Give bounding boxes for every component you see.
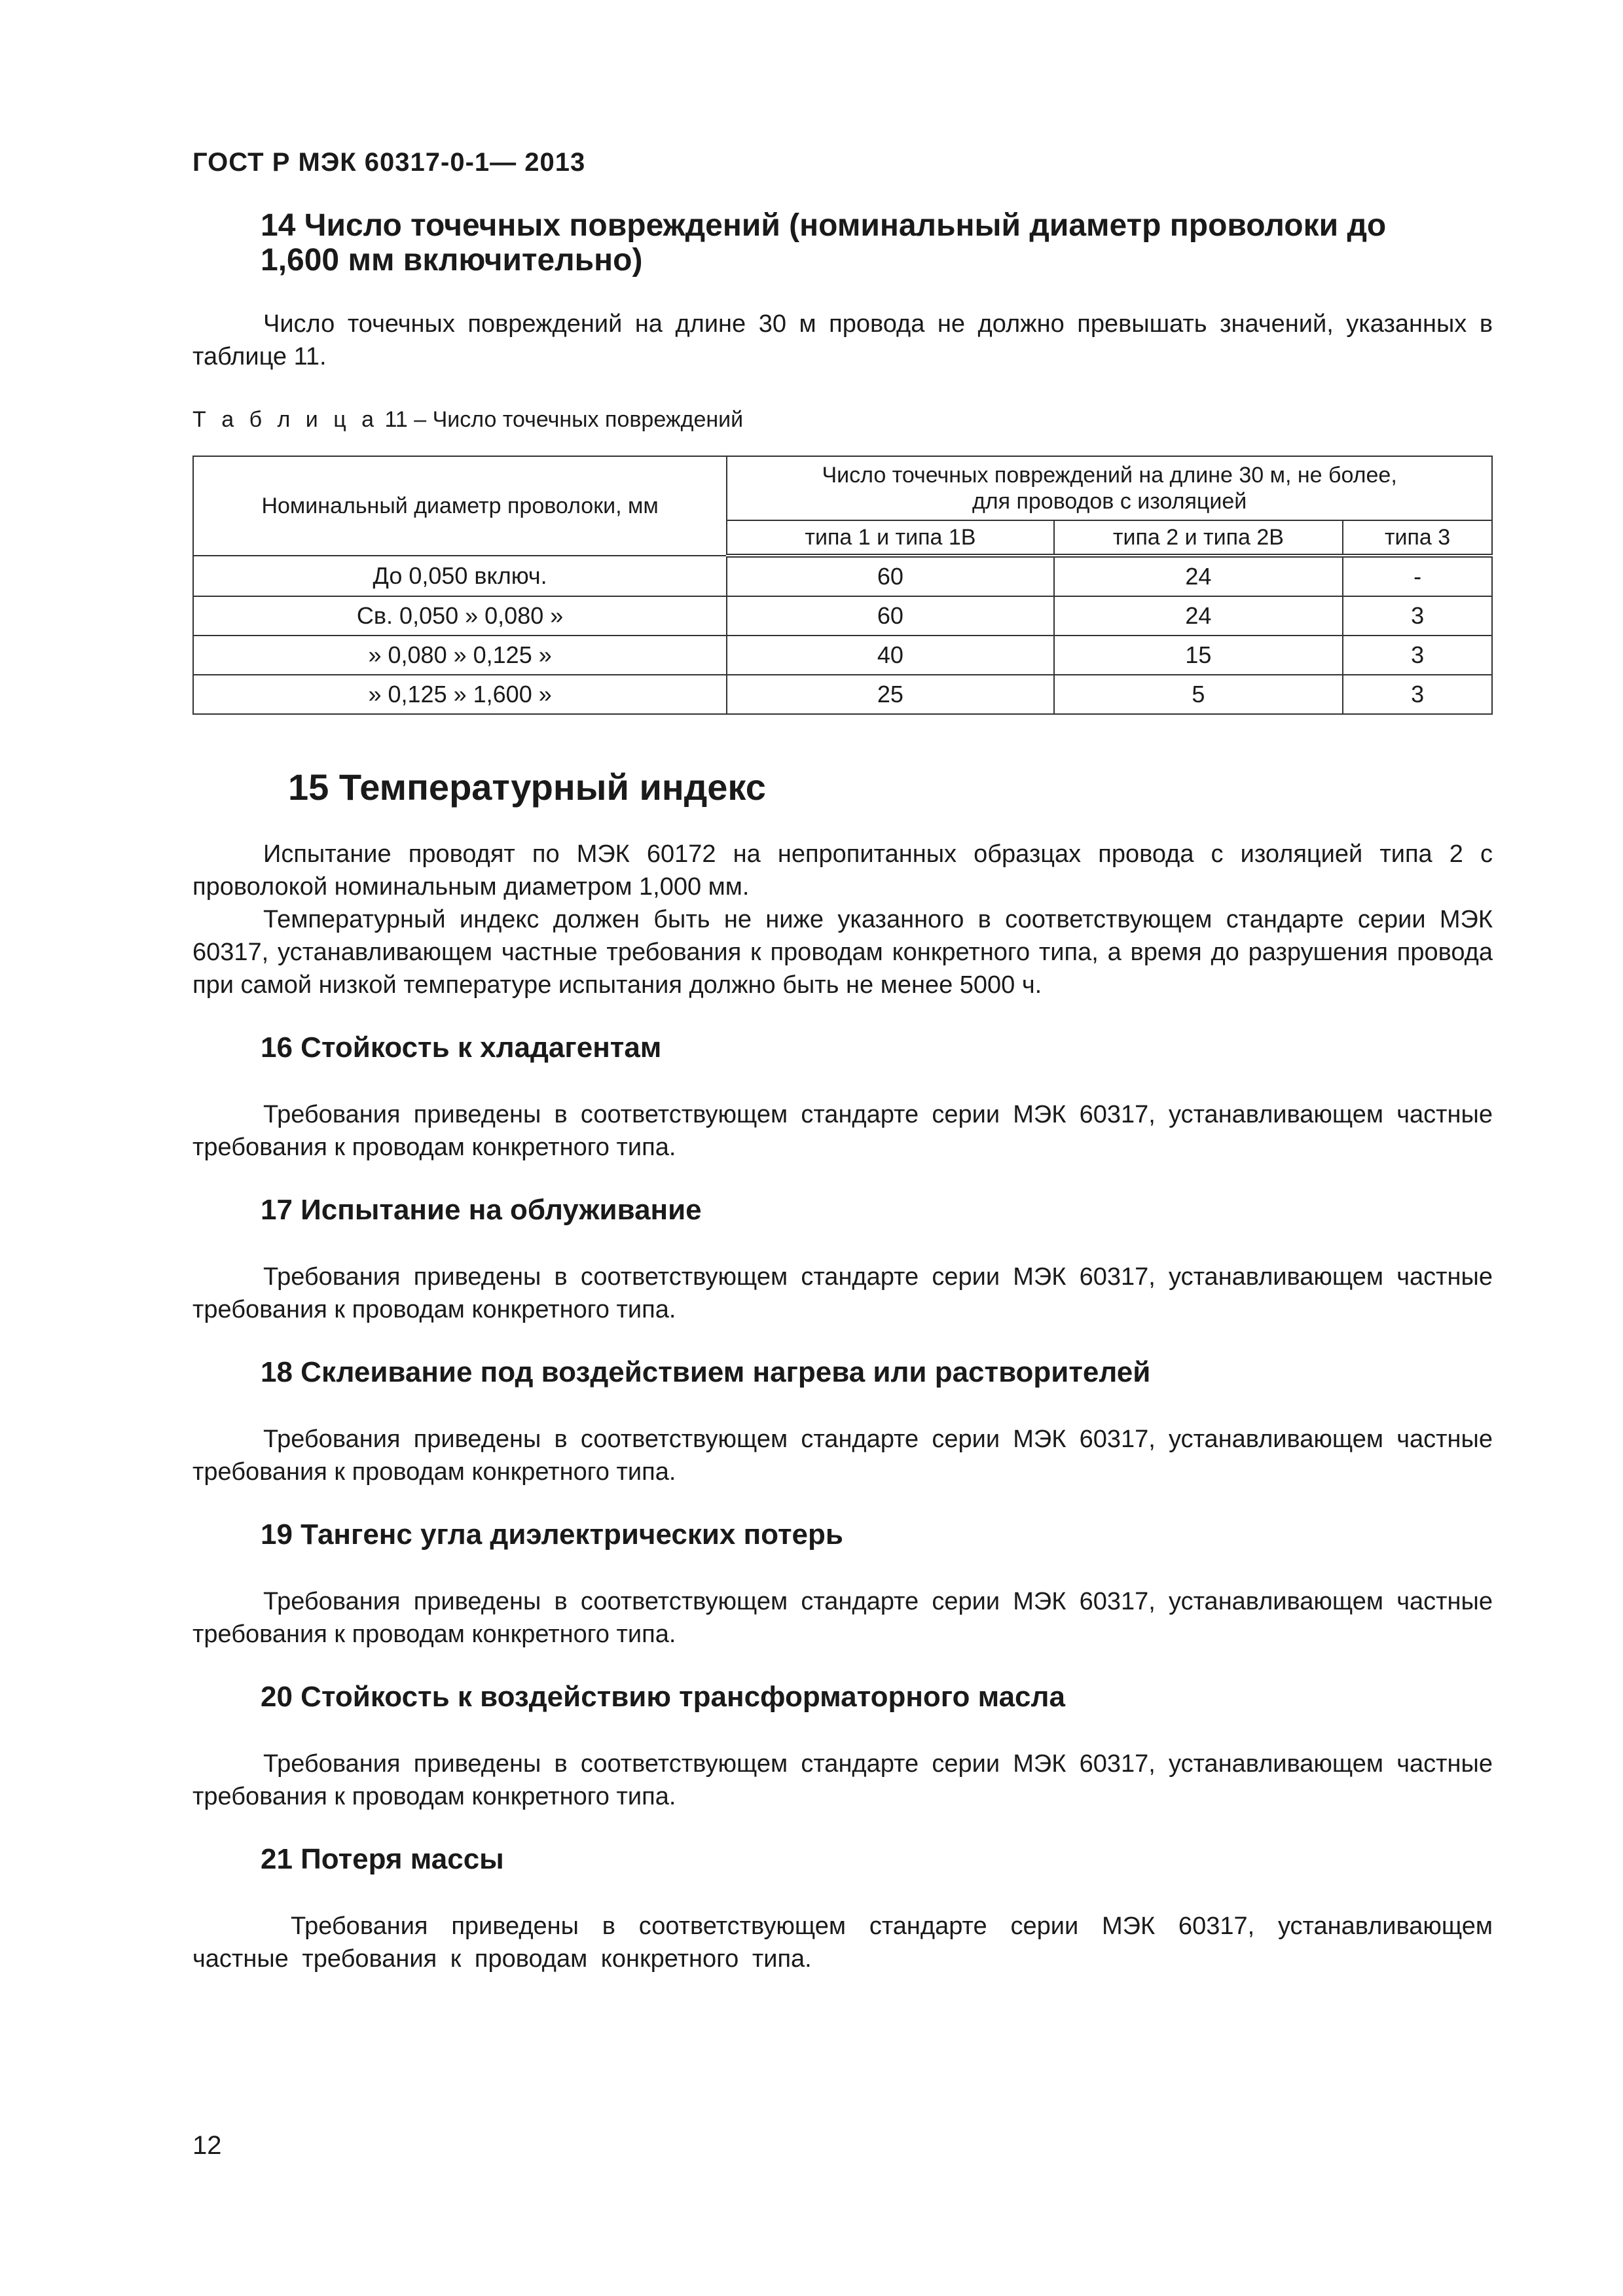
table-caption-title: 11 – Число точечных повреждений [378,407,744,432]
page-number: 12 [192,2131,222,2160]
table-row [193,636,1492,675]
section-16-text [192,1098,1493,1164]
section-20-paragraph: Требования приведены в соответствующем стандарте серии МЭК 60317, устанавливающем частные требования к проводам конкретного типа. [192,1750,1493,1810]
table-row [193,556,1492,596]
section-18-paragraph: Требования приведены в соответствующем стандарте серии МЭК 60317, устанавливающем частные требования к проводам конкретного типа. [192,1426,1493,1486]
table-cell: 24 [1054,556,1343,596]
section-21-paragraph: Требования приведены в соответствующем стандарте серии МЭК 60317, устанавливающем частные требования к проводам конкретного типа. [192,1912,1493,1973]
table-cell: » 0,125 » 1,600 » [193,675,727,714]
subheader-type2: типа 2 и типа 2В [1054,520,1343,556]
subheader-type1: типа 1 и типа 1В [727,520,1053,556]
section-14-title-line2: 1,600 мм включительно) [261,243,643,278]
damage-table [192,456,1493,715]
table-cell: - [1343,556,1492,596]
section-21-text [192,1910,1493,1975]
section-17-title: 17 Испытание на облуживание [261,1194,702,1226]
section-19-text [192,1585,1493,1651]
table-cell: 24 [1054,596,1343,636]
section-19-title: 19 Тангенс угла диэлектрических потерь [261,1518,843,1551]
table-cell: 3 [1343,596,1492,636]
table-cell: Св. 0,050 » 0,080 » [193,596,727,636]
section-15-title: 15 Температурный индекс [288,766,766,808]
header-nominal-diameter: Номинальный диаметр проволоки, мм [193,456,727,556]
table-caption [192,407,743,433]
table-row [193,596,1492,636]
section-14-paragraph: Число точечных повреждений на длине 30 м провода не должно превышать значений, указанных в таблице 11. [192,310,1493,370]
table-cell: 3 [1343,675,1492,714]
section-17-text [192,1261,1493,1326]
table-caption-prefix: Т а б л и ц а [192,407,379,432]
section-16-paragraph: Требования приведены в соответствующем стандарте серии МЭК 60317, устанавливающем частные требования к проводам конкретного типа. [192,1101,1493,1161]
section-14-title [261,208,1386,278]
section-17-paragraph: Требования приведены в соответствующем стандарте серии МЭК 60317, устанавливающем частные требования к проводам конкретного типа. [192,1263,1493,1323]
table-cell: 60 [727,556,1053,596]
section-18-title: 18 Склеивание под воздействием нагрева или растворителей [261,1356,1151,1388]
section-20-text [192,1748,1493,1813]
section-14-title-line1: 14 Число точечных повреждений (номинальный диаметр проволоки до [261,208,1387,243]
table-cell: 60 [727,596,1053,636]
section-15-paragraph-2: Температурный индекс должен быть не ниже указанного в соответствующем стандарте серии МЭК 60317, устанавливающем частные требования к проводам конкретного типа, а время до разрушения провода при самой низкой температуре испытания должно быть не менее 5000 ч. [192,906,1493,999]
table-cell: 15 [1054,636,1343,675]
section-14-text [192,308,1493,373]
table-cell: 5 [1054,675,1343,714]
table-cell: До 0,050 включ. [193,556,727,596]
section-18-text [192,1423,1493,1488]
table-cell: » 0,080 » 0,125 » [193,636,727,675]
section-19-paragraph: Требования приведены в соответствующем стандарте серии МЭК 60317, устанавливающем частные требования к проводам конкретного типа. [192,1588,1493,1648]
section-15-text [192,838,1493,1001]
table-cell: 25 [727,675,1053,714]
document-code: ГОСТ Р МЭК 60317-0-1— 2013 [192,148,586,177]
header-damage-count-line2: для проводов с изоляцией [972,489,1247,514]
section-21-title: 21 Потеря массы [261,1843,504,1875]
subheader-type3: типа 3 [1343,520,1492,556]
section-15-paragraph-1: Испытание проводят по МЭК 60172 на непропитанных образцах провода с изоляцией типа 2 с проволокой номинальным диаметром 1,000 мм. [192,840,1493,901]
section-20-title: 20 Стойкость к воздействию трансформаторного масла [261,1681,1065,1713]
section-16-title: 16 Стойкость к хладагентам [261,1031,662,1064]
table-cell: 40 [727,636,1053,675]
header-damage-count-line1: Число точечных повреждений на длине 30 м, не более, [822,463,1397,488]
header-damage-count [727,456,1492,520]
table-row [193,675,1492,714]
table-cell: 3 [1343,636,1492,675]
